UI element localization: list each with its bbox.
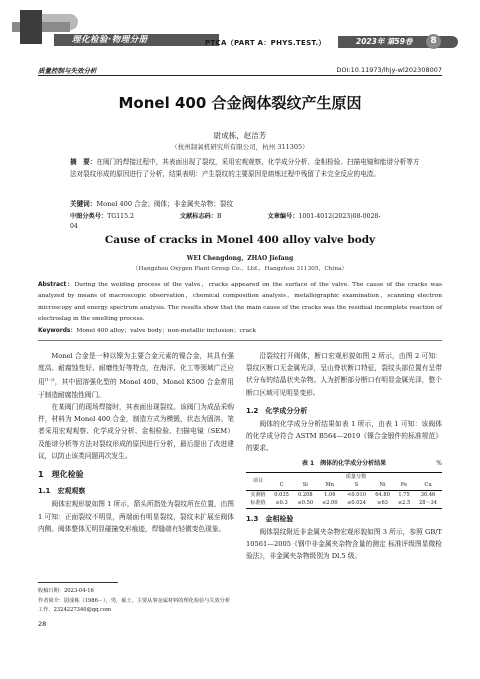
journal-header [0,0,480,60]
table-cell: ≥63 [371,499,394,508]
table-cell: ≤0.3 [270,499,293,508]
section-heading-1: 1 理化检验 [38,470,84,480]
table-caption [246,458,442,470]
table-column-header: S [342,481,371,490]
subsection-heading-1-1: 1.1 宏观观察 [38,487,86,496]
paper-title-en: Cause of cracks in Monel 400 alloy valve body [104,234,376,246]
intro-p1-text-b: ，其中固溶强化型的 Monel 400、Monel K500 合金常用于制造耐腐蚀性阀门。 [38,378,234,399]
section-1-3-paragraph: 阀体裂纹附近非金属夹杂物宏观形貌如图 3 所示，参照 GB/T 10561—2005《钢中非金属夹杂物含量的测定 标准评级图显微检验法》，非金属夹杂物级别为 Dl.5 级。 [246,528,442,561]
authors-cn: 尉成栋，赵洁芳 [213,131,267,140]
abstract-cn-label: 摘 要： [70,158,97,166]
section-1-2-paragraph: 阀体的化学成分分析结果如表 1 所示，由表 1 可知：该阀体的化学成分符合 ASTM B564—2019《镍合金锻件的标准规范》的要求。 [246,420,442,453]
section-1-1-paragraph-2: 沿裂纹打开阀体，断口宏观形貌如图 2 所示，由图 2 可知：裂纹区断口无金属光泽，呈山脊状断口特征，裂纹头部位置有呈带状分布的结晶状夹杂物。人为折断部分断口有明显金属光泽，整个断口区域可见明显变形。 [246,352,442,397]
body-column-right [246,350,442,563]
section-1-1-paragraph: 阀体宏观形貌如图 1 所示，箭头所指处为裂纹所在位置，由图 1 可知：正面裂纹不明显，两端面有明显裂纹，裂纹未扩展至阀体内侧。阀体整体无明显碰撞变形痕迹，焊缝端有轻微变色现象。 [38,500,234,533]
keywords-cn-text: Monel 400 合金；阀体；非金属夹杂物；裂纹 [96,200,234,208]
keywords-cn [70,199,420,210]
table-cell: 30.46 [420,491,436,498]
table-cell: ≤2.5 [394,499,414,508]
table-cell: <0.010 [347,491,366,498]
table-cell: 0.035 [274,491,289,498]
article-no-label: 文章编号： [267,213,299,220]
table-column-header: Fe [394,481,414,490]
intro-p1-text-a: Monel 合金是一种以镍为主要合金元素的镍合金，其具有强度高、耐腐蚀性好、耐磨性好等特点，在海洋、化工等领域广泛应用 [38,352,234,387]
footnote-received: 收稿日期：2023-04-16 [38,588,94,594]
table-caption-text: 表 1 阀体的化学成分分析结果 [301,459,387,467]
issue-info: 2023年 第59卷 [356,37,413,46]
table-row [246,490,442,499]
table-cell: 1.75 [398,491,410,498]
article-no-value: 1001-4012(2023)08-0028-04 [70,213,381,230]
table-column-headers [246,481,442,490]
abstract-en-text: During the welding process of the valve，cracks appeared on the surface of the valve. The cause of the cracks was analyzed by means of macroscopic observation，chemical composition analysis，metallographic examination，scanning electron microscopy and energy spectrum analysis. The results show that the main cause of the cracks was the residual incomplete reaction of electroslag in the smelting process. [38,282,442,322]
table-body [246,490,442,508]
clc-value: TG115.2 [107,213,134,220]
keywords-cn-label: 关键词： [70,200,97,208]
table-cell: ≤2.00 [318,499,342,508]
table-unit: % [436,459,442,467]
table-column-header: Cu [414,481,442,490]
table-cell: 28～34 [414,499,442,508]
abstract-en [38,280,442,325]
keywords-en [38,326,442,336]
page-number: 28 [38,620,47,628]
table-group-header: 质量分数 [270,472,442,481]
subsection-heading-1-2: 1.2 化学成分分析 [246,406,308,415]
authors-en: WEI Chengdong，ZHAO Jiefang [186,255,294,262]
table-cell: 0.208 [298,491,313,498]
journal-brand: 理化检验·物理分册 [72,35,148,45]
table-column-header: Si [293,481,317,490]
abstract-divider [38,340,442,341]
table-cell: 64.80 [375,491,390,498]
footnote [38,587,234,616]
intro-paragraph-2: 在某阀门的现场焊接时，其表面出现裂纹。该阀门为成品采购件，材料为 Monel 400 合金，制造方式为模锻，状态为固溶。笔者采用宏观观察、化学成分分析、金相检验、扫描电镜（SEM）及能谱分析等方法对裂纹形成的原因进行分析，最后提出了改进建议，以防止该类问题再次发生。 [38,403,234,460]
abstract-en-label: Abstract： [38,282,75,288]
table-column-header: Ni [371,481,394,490]
keywords-en-label: Keywords： [38,328,77,334]
clc-label: 中图分类号： [70,213,108,220]
abstract-cn [70,157,420,180]
table-cell: ≤0.024 [342,499,371,508]
table-column-header: Mn [318,481,342,490]
footnote-divider [38,582,118,583]
table-cell: ≤0.50 [293,499,317,508]
affiliation-en: （Hangzhou Oxygen Plant Group Co.，Ltd.，Hangzhou 311305，China） [132,266,348,272]
doc-code-value: B [217,213,222,220]
paper-title-cn: Monel 400 合金阀体裂纹产生原因 [118,94,362,112]
table-row-label: 标准值 [246,499,270,508]
classification-line [70,212,420,232]
journal-name: PTCA（PART A：PHYS.TEST.） [205,39,326,47]
table-row [246,499,442,508]
table-row-label: 实测值 [250,491,266,498]
doi: DOI:10.11973/lhjy-wl202308007 [336,66,442,74]
section-label: 质量控制与失效分析 [38,67,97,75]
intro-paragraph-1 [38,350,234,401]
citation-ref[interactable]: [1-2] [44,377,55,383]
affiliation-cn: （杭州制氧机研究所有限公司，杭州 311305） [171,143,309,151]
abstract-cn-text: 在阀门的焊接过程中，其表面出现了裂纹，采用宏观观察、化学成分分析、金相检验、扫描电镜和能谱分析等方法对裂纹形成的原因进行了分析，结果表明：产生裂纹的主要原因是熔炼过程中残留了未完全反应的电渣。 [70,158,420,178]
footnote-author: 作者简介：尉成栋（1986－），男，硕士，主要从事金属材料的理化检验与失效分析工作，2324227340@qq.com [38,597,231,613]
table-cell: 1.06 [324,491,336,498]
table-column-header: C [270,481,293,490]
composition-table [246,472,442,509]
doc-code-label: 文献标志码： [179,213,218,220]
issue-number-badge: 8 [426,34,441,49]
keywords-en-text: Monel 400 alloy；valve body；non-metallic inclusion；crack [76,328,256,334]
body-column-left [38,350,234,535]
table-item-header: 项目 [246,472,270,490]
subsection-heading-1-3: 1.3 金相检验 [246,514,294,523]
